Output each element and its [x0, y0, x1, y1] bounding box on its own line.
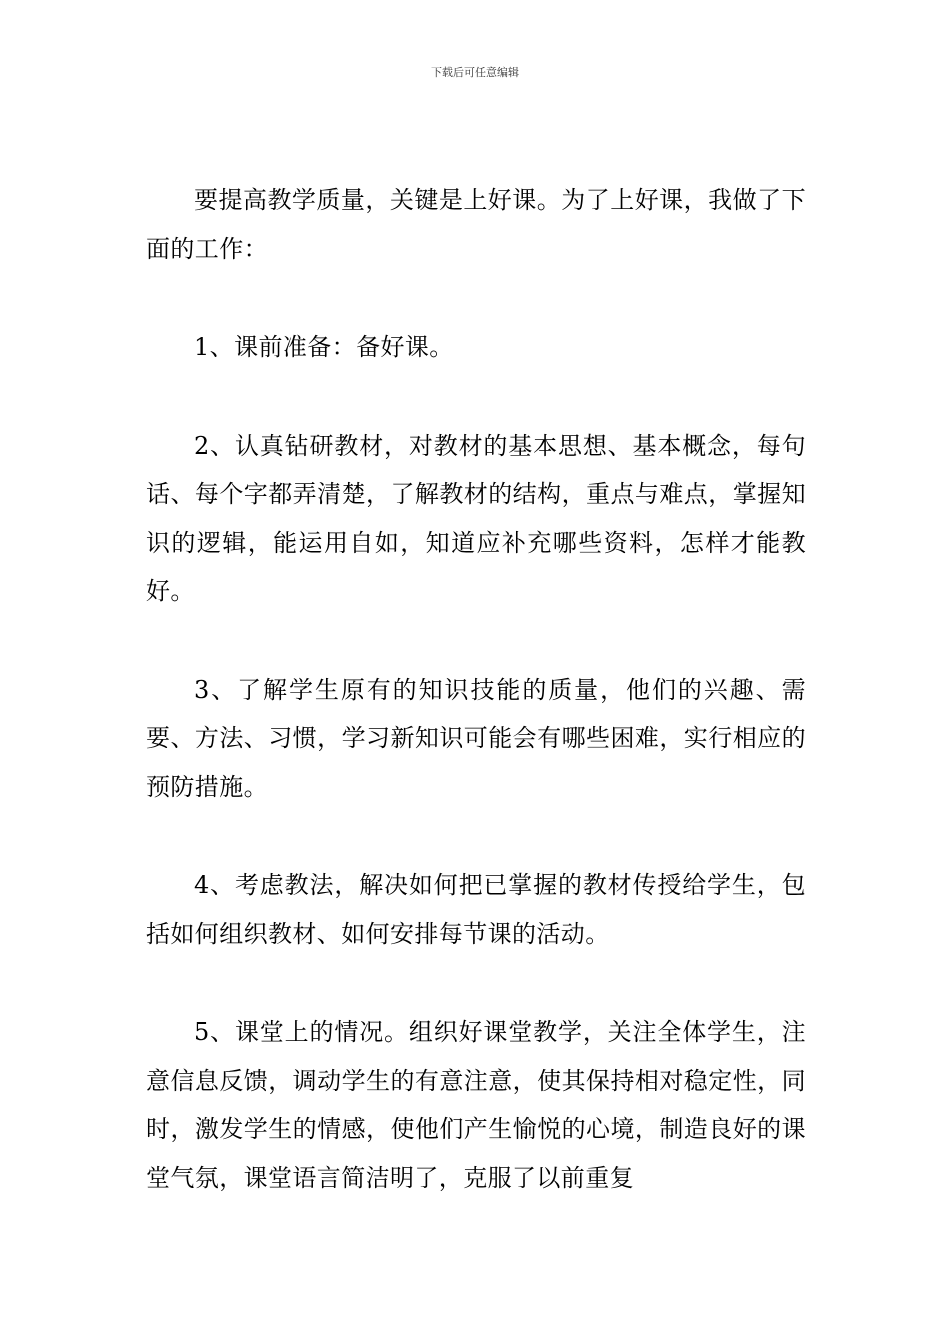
paragraph-intro: 要提高教学质量，关键是上好课。为了上好课，我做了下面的工作： — [146, 186, 806, 263]
paragraph-item-2: 2、认真钻研教材，对教材的基本思想、基本概念，每句话、每个字都弄清楚，了解教材的结构，重点与难点，掌握知识的逻辑，能运用自如，知道应补充哪些资料，怎样才能教好。 — [146, 431, 806, 605]
paragraph-item-1: 1、课前准备：备好课。 — [194, 333, 454, 361]
paragraph-item-4: 4、考虑教法，解决如何把已掌握的教材传授给学生，包括如何组织教材、如何安排每节课的活动。 — [146, 871, 806, 948]
paragraph-item-5: 5、课堂上的情况。组织好课堂教学，关注全体学生，注意信息反馈，调动学生的有意注意，使其保持相对稳定性，同时，激发学生的情感，使他们产生愉悦的心境，制造良好的课堂气氛，课堂语言简洁明了，克服了以前重复 — [146, 1018, 806, 1192]
page-header: 下载后可任意编辑 — [431, 66, 519, 79]
document-body — [146, 176, 806, 1252]
paragraph-item-3: 3、了解学生原有的知识技能的质量，他们的兴趣、需要、方法、习惯，学习新知识可能会有哪些困难，实行相应的预防措施。 — [146, 675, 806, 801]
